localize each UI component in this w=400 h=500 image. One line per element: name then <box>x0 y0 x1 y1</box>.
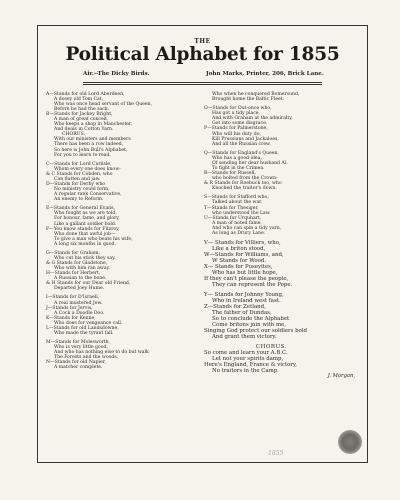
verse-line: Who is very little good, <box>54 345 108 351</box>
verse-line: And with Graham at the admiralty, <box>212 116 293 122</box>
verse-line: Knocked the traitor's down. <box>212 186 277 192</box>
verse-line: Who with him ran away. <box>54 266 111 272</box>
stanza <box>204 106 359 146</box>
page-title: Political Alphabet for 1855 <box>65 44 340 65</box>
verse-line: Has got a tidy place, <box>212 111 260 117</box>
verse-line: A Cock a Doodle Doo. <box>54 310 105 316</box>
left-column <box>46 92 201 375</box>
stanza <box>204 292 359 340</box>
verse-line: Who made the tyrant fall. <box>54 330 114 336</box>
verse-line: Kill Prussians and Jackaloes, <box>212 136 279 142</box>
verse-line: And all the Russian crew. <box>212 141 271 147</box>
verse-line: I—Stands for D'Israeli, <box>46 295 100 301</box>
printer-line: John Marks, Printer, 206, Brick Lane. <box>206 71 324 77</box>
verse-line: Who in Ireland west fast. <box>212 298 281 305</box>
verse-line: A Russian to the bone. <box>54 276 107 282</box>
verse-line: Departed Joey Hume. <box>54 286 105 292</box>
verse-line: Who fought as we are told, <box>54 211 117 217</box>
stanza <box>204 92 359 102</box>
verse-line: A man of noted fame, <box>212 220 262 226</box>
verse-line: Like a briton stood, <box>212 245 266 252</box>
verse-line: Who cut his stick they say. <box>54 255 116 261</box>
header-rule <box>83 82 322 83</box>
verse-line: P—Stands for Palmerstone, <box>204 126 268 132</box>
verse-line: And who has nothing else to do but walk <box>54 350 149 356</box>
verse-line: H—Stands for Herbert, <box>46 271 101 277</box>
verse-line: A long six months in quod. <box>54 241 116 247</box>
verse-line: Who keeps a shop in Manchester, <box>54 122 133 128</box>
verse-line: Brought home the Baltic Fleet. <box>212 97 285 103</box>
air-line: Air.--The Dicky Birds. <box>83 71 150 77</box>
verse-line: There has been a row indeed, <box>54 142 124 148</box>
chorus-line: No traitors in the Camp. <box>212 368 279 375</box>
verse-line: Come britons join with me, <box>212 322 287 329</box>
verse-line: F—You know stands for Fitzroy, <box>46 226 120 232</box>
right-stanzas <box>204 92 359 340</box>
page-border <box>37 25 368 463</box>
verse-line: If they can't please the people, <box>204 275 289 282</box>
verse-line: U—Stands for Urquhart, <box>204 215 262 221</box>
verse-line: The Forests and the woods. <box>54 355 119 361</box>
verse-line: A—Stands for old Lord Aberdeen, <box>46 92 125 97</box>
verse-line: Of sending her dear husband Al. <box>212 160 288 166</box>
verse-line: Z—Stands for Zetland, <box>204 304 266 311</box>
verse-line: A dosey old Tom Cat, <box>54 97 104 103</box>
verse-line: To give a man who beats his wife, <box>54 236 133 242</box>
verse-line: S—Stands for Stafford who, <box>204 195 269 201</box>
verse-line: C—Stands for Lord Carlisle, <box>46 161 112 167</box>
verse-line: Who will his duty do, <box>212 131 261 137</box>
verse-line: To fight in the Crimea. <box>212 165 265 171</box>
verse-line: So to conclude the Alphabet <box>212 316 290 323</box>
right-column <box>204 92 359 384</box>
verse-line: The father of Dundas, <box>212 310 272 317</box>
verse-line: And deals in Cotton Yarn. <box>54 127 114 133</box>
verse-line: A man of great conceit, <box>54 117 109 123</box>
signature: J. Morgan, <box>327 373 355 380</box>
verse-line: For honour, fame, and glory, <box>54 216 120 222</box>
header-rule <box>83 84 322 85</box>
chorus-label: CHORUS. <box>255 344 288 351</box>
verse-line: W—Stands for Williams, and, <box>204 251 284 258</box>
stanza <box>46 251 201 291</box>
verse-line: D—Stands for Derby who <box>46 181 106 187</box>
stanza <box>204 151 359 191</box>
verse-line: J—Stands for Jervis, <box>46 305 93 311</box>
verse-line: No ministry could form, <box>54 187 110 193</box>
verse-line: A real mustered Jew. <box>54 300 103 306</box>
verse-line: T—Stands for Thesiger, <box>204 205 259 211</box>
verse-line: A matcher complete. <box>54 365 103 371</box>
verse-line: & H Stands for our Dear old Friend, <box>46 281 131 287</box>
verse-line: & C Stands for Cobden, who <box>46 171 113 177</box>
verse-line: M—Stands for Molesworth, <box>46 340 111 346</box>
verse-line: And grant them victory. <box>212 334 277 341</box>
verse-line: L—Stands for old Landsdowne, <box>46 325 119 331</box>
verse-line: Y— Stands for Johnny Young, <box>204 292 284 299</box>
verse-line: Talked about the war. <box>212 200 263 206</box>
verse-line: Can flatten and jaw. <box>54 176 101 182</box>
verse-line: As long as Drury Lane. <box>212 230 266 236</box>
verse-line: V— Stands for Villiers, who, <box>204 239 281 246</box>
stanza <box>204 195 359 235</box>
verse-line: Who does for vengeance call. <box>54 320 123 326</box>
verse-line: B—Stands for Jackey Bright, <box>46 112 113 118</box>
verse-line: Who has but little hope, <box>212 269 278 276</box>
stanza <box>46 340 201 370</box>
handwritten-note: 1855 <box>268 450 284 457</box>
verse-line: who understood the Law. <box>212 210 271 216</box>
library-stamp <box>338 430 362 454</box>
verse-line: Whom every one does know- <box>54 166 121 172</box>
verse-line: With our ministers and members <box>54 137 131 143</box>
stanza <box>46 92 201 158</box>
verse-line: R—Stands for Russell, <box>204 171 256 177</box>
verse-line: Who when he conquered Bomersund, <box>212 92 300 97</box>
chorus-line: Let not your spirits damp, <box>212 356 284 363</box>
verse-line: Q—Stands for England's Queen, <box>204 150 279 156</box>
verse-line: Like a gallant soldier bold. <box>54 221 117 227</box>
verse-line: An enemy to Reform. <box>54 197 104 203</box>
verse-line: E—Stands for General Evans, <box>46 206 115 212</box>
verse-line: Got into some disgrace. <box>212 121 268 127</box>
stanza <box>46 162 201 202</box>
verse-line: Who was once head servant of the Queen, <box>54 102 153 108</box>
stanza <box>46 206 201 246</box>
verse-line: For you to learn to read. <box>54 152 111 158</box>
stanza <box>46 295 201 335</box>
verse-line: Singing God protect our soldiers bold <box>204 328 307 335</box>
verse-line: & R Stands for Roebuck too, who <box>204 181 282 187</box>
verse-line: W Stands for Wood. <box>212 257 267 264</box>
verse-line: So here is John Bull's Alphabet, <box>54 147 128 153</box>
stanza <box>204 240 359 288</box>
verse-line: CHORUS. <box>62 132 86 138</box>
verse-line: N—Stands for old Napier, <box>46 360 106 366</box>
verse-line: Who has a good idea, <box>212 155 262 161</box>
chorus-block <box>204 344 359 379</box>
header-the: THE <box>194 38 211 45</box>
verse-line: O—Stands for Out-once who, <box>204 106 272 112</box>
verse-line: They can represent the Pope. <box>212 281 293 288</box>
chorus-line: Here's England, France & victory, <box>204 362 298 369</box>
verse-line: who bolted from the Crown- <box>212 176 278 182</box>
verse-line: & G Stands for Gladstone, <box>46 261 108 267</box>
verse-line: Who done that awful job— <box>54 231 116 237</box>
chorus-line: So come and learn your A.B.C. <box>204 350 288 357</box>
verse-line: K—Stands for Kenne, <box>46 315 96 321</box>
verse-line: A regular rank Conservative, <box>54 192 122 198</box>
verse-line: Before he had the sack. <box>54 107 110 113</box>
verse-line: And who can spin a tidy yarn, <box>212 225 282 231</box>
verse-line: X— Stands for Puseyites, <box>204 263 273 270</box>
verse-line: G—Stands for Graham, <box>46 250 100 256</box>
